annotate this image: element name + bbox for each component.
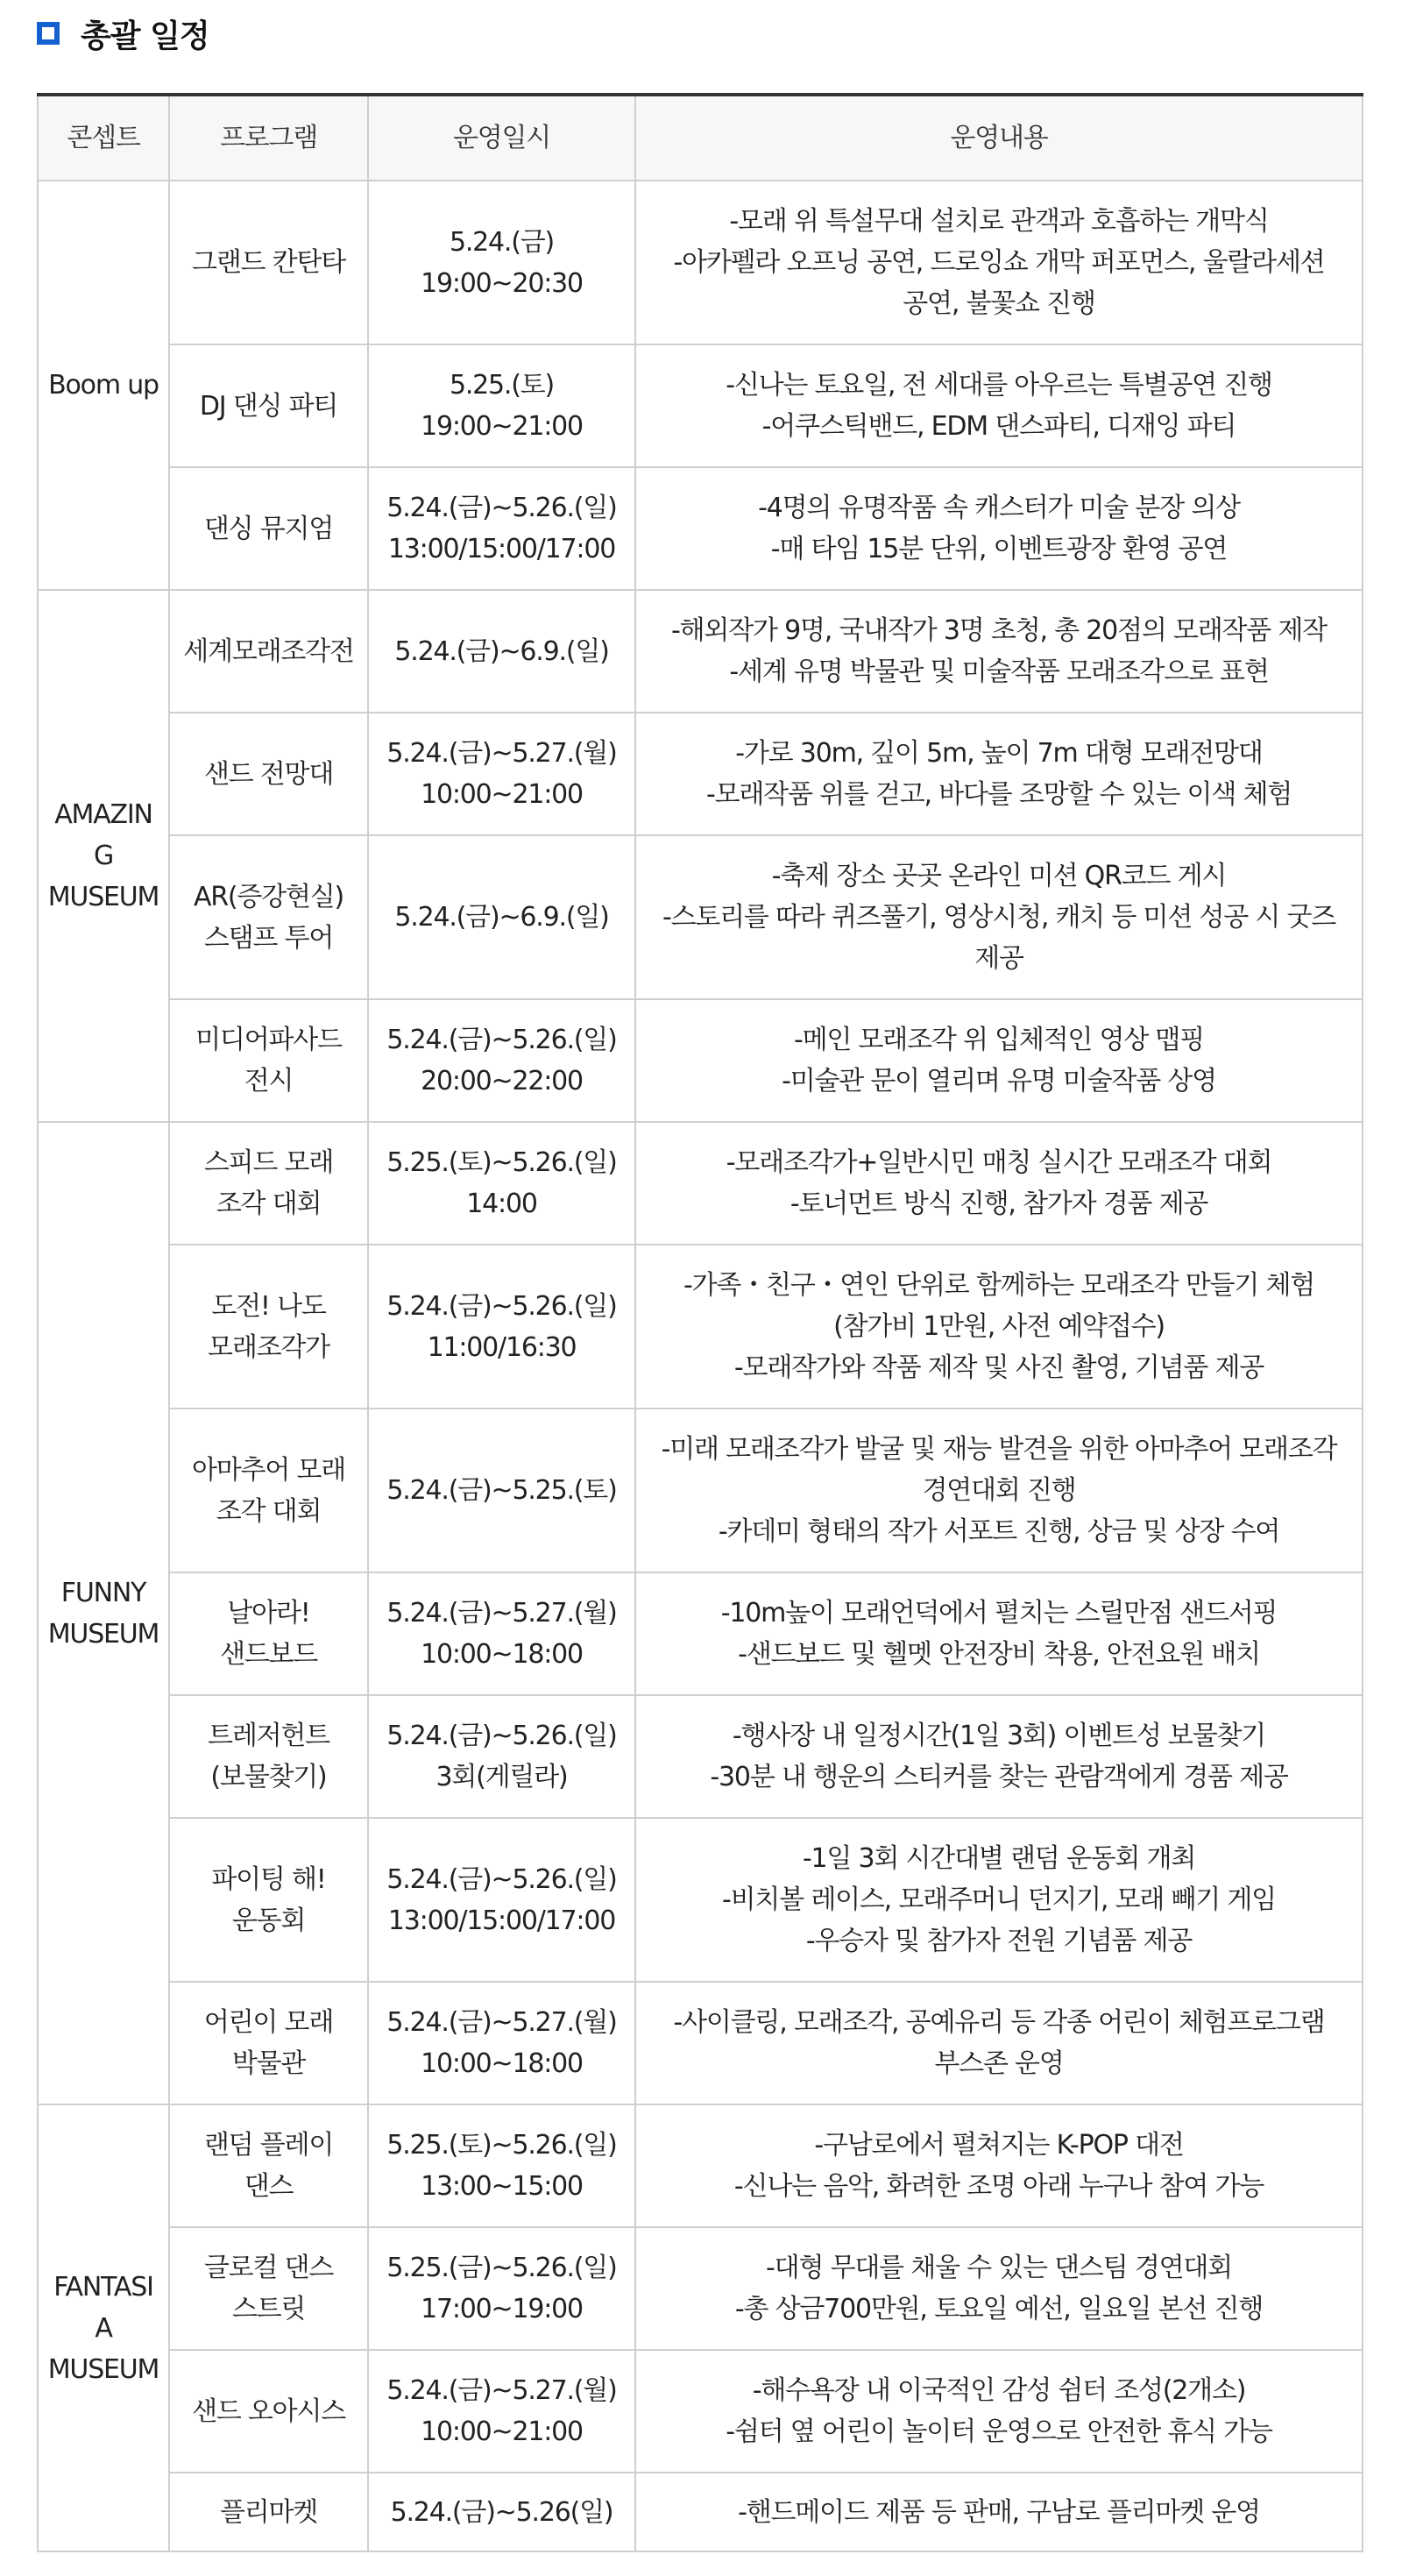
datetime-line: 5.24.(금)~5.26.(일) [386,1290,617,1322]
content-line: -세계 유명 박물관 및 미술작품 모래조각으로 표현 [729,656,1269,687]
datetime-line: 5.24.(금)~5.26.(일) [386,493,617,523]
content-line: -모래작가와 작품 제작 및 사진 촬영, 기념품 제공 [733,1352,1264,1383]
schedule-table [37,93,1363,2552]
program-cell: AR(증강현실) 스탬프 투어 [169,835,368,999]
datetime-line: 10:00~18:00 [421,1639,583,1670]
program-cell: 날아라! 샌드보드 [169,1572,368,1695]
datetime-cell [368,2473,635,2551]
table-header-row [38,95,1363,181]
datetime-cell [368,181,635,344]
datetime-line: 5.24.(금)~5.26.(일) [386,1863,617,1895]
header-content: 운영내용 [635,95,1363,181]
program-cell: 샌드 오아시스 [169,2350,368,2473]
table-row [38,999,1363,1122]
table-row [38,590,1363,713]
table-row [38,1409,1363,1572]
content-line: -우승자 및 참가자 전원 기념품 제공 [805,1926,1193,1956]
content-cell [635,2350,1363,2473]
program-cell: 미디어파사드 전시 [169,999,368,1122]
datetime-cell [368,2350,635,2473]
header-datetime: 운영일시 [368,95,635,181]
program-cell: 글로컬 댄스 스트릿 [169,2227,368,2350]
content-line: -카데미 형태의 작가 서포트 진행, 상금 및 상장 수여 [718,1516,1280,1547]
datetime-cell [368,2104,635,2227]
datetime-line: 5.25.(토)~5.26.(일) [386,2130,617,2161]
datetime-line: 5.24.(금)~5.27.(월) [386,738,617,769]
program-cell: 댄싱 뮤지엄 [169,467,368,590]
content-line: -매 타임 15분 단위, 이벤트광장 환영 공연 [770,534,1228,564]
content-cell [635,1818,1363,1982]
content-line: -비치볼 레이스, 모래주머니 던지기, 모래 빼기 게임 [722,1884,1276,1915]
content-line: -신나는 토요일, 전 세대를 아우르는 특별공연 진행 [726,370,1272,401]
table-row [38,344,1363,467]
content-line: -핸드메이드 제품 등 판매, 구남로 플리마켓 운영 [738,2496,1260,2528]
datetime-cell [368,344,635,467]
schedule-body [38,181,1363,2551]
program-cell: 그랜드 칸탄타 [169,181,368,344]
program-cell: 트레저헌트(보물찾기) [169,1695,368,1818]
section-title: 총괄 일정 [81,18,209,54]
datetime-cell [368,713,635,835]
content-line: -해수욕장 내 이국적인 감성 쉼터 조성(2개소) [752,2375,1246,2406]
table-row [38,2473,1363,2551]
content-cell [635,2104,1363,2227]
content-line: -1일 3회 시간대별 랜덤 운동회 개최 [802,1843,1196,1874]
table-row [38,2104,1363,2227]
concept-cell: Boom up [38,181,169,590]
datetime-line: 13:00/15:00/17:00 [387,1905,616,1936]
datetime-line: 14:00 [466,1189,537,1219]
content-line: -미래 모래조각가 발굴 및 재능 발견을 위한 아마추어 모래조각 경연대회 진행 [661,1434,1337,1506]
table-row [38,1818,1363,1982]
datetime-cell [368,835,635,999]
datetime-line: 10:00~18:00 [421,2048,583,2079]
program-cell: 도전! 나도 모래조각가 [169,1245,368,1409]
content-line: -스토리를 따라 퀴즈풀기, 영상시청, 캐치 등 미션 성공 시 굿즈 제공 [662,902,1336,974]
datetime-cell [368,2227,635,2350]
program-cell: 파이팅 해!운동회 [169,1818,368,1982]
datetime-cell [368,1122,635,1245]
content-cell [635,181,1363,344]
datetime-line: 11:00/16:30 [427,1331,577,1363]
table-row [38,713,1363,835]
content-cell [635,1572,1363,1695]
content-line: -총 상금700만원, 토요일 예선, 일요일 본선 진행 [734,2294,1264,2324]
datetime-cell [368,1818,635,1982]
table-row [38,2350,1363,2473]
datetime-cell [368,1695,635,1818]
program-cell: 플리마켓 [169,2473,368,2551]
datetime-line: 13:00/15:00/17:00 [387,534,616,564]
content-line: -신나는 음악, 화려한 조명 아래 누구나 참여 가능 [733,2171,1264,2202]
datetime-line: 5.24.(금) [449,226,555,258]
datetime-line: 5.24.(금)~5.26.(일) [386,1721,617,1751]
datetime-cell [368,1409,635,1572]
program-cell: DJ 댄싱 파티 [169,344,368,467]
content-line: -토너먼트 방식 진행, 참가자 경품 제공 [790,1189,1208,1219]
datetime-line: 19:00~21:00 [421,411,583,442]
table-row [38,1245,1363,1409]
datetime-cell [368,1572,635,1695]
content-line: -구남로에서 펼쳐지는 K-POP 대전 [814,2130,1184,2161]
content-line: -대형 무대를 채울 수 있는 댄스팀 경연대회 [766,2253,1232,2283]
datetime-cell [368,590,635,713]
table-row [38,1572,1363,1695]
content-line: -어쿠스틱밴드, EDM 댄스파티, 디재잉 파티 [761,411,1236,442]
content-line: -가족・친구・연인 단위로 함께하는 모래조각 만들기 체험(참가비 1만원, 사전 예약접수) [683,1270,1315,1342]
content-line: -가로 30m, 깊이 5m, 높이 7m 대형 모래전망대 [735,738,1263,769]
datetime-cell [368,1982,635,2104]
content-cell [635,1122,1363,1245]
table-row [38,1122,1363,1245]
datetime-cell [368,1245,635,1409]
content-line: -쉼터 옆 어린이 놀이터 운영으로 안전한 휴식 가능 [726,2416,1272,2447]
datetime-line: 5.24.(금)~5.27.(월) [386,1598,617,1629]
datetime-cell [368,999,635,1122]
section-heading [37,9,209,58]
concept-cell: FUNNY MUSEUM [38,1122,169,2104]
content-cell [635,590,1363,713]
content-cell [635,835,1363,999]
program-cell: 랜덤 플레이 댄스 [169,2104,368,2227]
content-cell [635,1982,1363,2104]
datetime-line: 5.24.(금)~5.27.(월) [386,2007,617,2038]
datetime-line: 3회(게릴라) [435,1762,568,1792]
content-cell [635,1695,1363,1818]
header-concept: 콘셉트 [38,95,169,181]
datetime-line: 20:00~22:00 [421,1066,583,1096]
datetime-line: 5.25.(토) [449,370,555,401]
datetime-line: 5.24.(금)~5.25.(토) [386,1475,617,1506]
datetime-line: 19:00~20:30 [421,267,583,299]
datetime-line: 5.25.(금)~5.26.(일) [386,2253,617,2283]
header-program: 프로그램 [169,95,368,181]
content-line: -10m높이 모래언덕에서 펼치는 스릴만점 샌드서핑 [720,1598,1278,1629]
datetime-line: 5.25.(토)~5.26.(일) [386,1147,617,1178]
datetime-line: 10:00~21:00 [421,779,583,810]
content-cell [635,344,1363,467]
datetime-line: 10:00~21:00 [421,2416,583,2447]
content-line: -모래조각가+일반시민 매칭 실시간 모래조각 대회 [726,1147,1272,1178]
content-cell [635,1409,1363,1572]
datetime-cell [368,467,635,590]
content-line: -모래작품 위를 걷고, 바다를 조망할 수 있는 이색 체험 [705,779,1292,810]
content-cell [635,2227,1363,2350]
content-line: -30분 내 행운의 스티커를 찾는 관람객에게 경품 제공 [710,1762,1288,1792]
content-line: -아카펠라 오프닝 공연, 드로잉쇼 개막 퍼포먼스, 울랄라세션 공연, 불꽃쇼 진행 [673,247,1325,319]
content-line: -샌드보드 및 헬멧 안전장비 착용, 안전요원 배치 [738,1639,1260,1670]
table-row [38,181,1363,344]
content-line: -메인 모래조각 위 입체적인 영상 맵핑 [793,1025,1204,1055]
content-line: -해외작가 9명, 국내작가 3명 초청, 총 20점의 모래작품 제작 [671,615,1327,646]
content-cell [635,467,1363,590]
content-line: -4명의 유명작품 속 캐스터가 미술 분장 의상 [758,493,1240,523]
program-cell: 어린이 모래 박물관 [169,1982,368,2104]
concept-cell: AMAZING MUSEUM [38,590,169,1122]
square-bullet-icon [37,22,60,45]
table-row [38,835,1363,999]
content-cell [635,1245,1363,1409]
program-cell: 아마추어 모래 조각 대회 [169,1409,368,1572]
datetime-line: 5.24.(금)~5.26.(일) [386,1025,617,1055]
datetime-line: 13:00~15:00 [421,2171,583,2202]
program-cell: 샌드 전망대 [169,713,368,835]
datetime-line: 17:00~19:00 [421,2294,583,2324]
program-cell: 스피드 모래 조각 대회 [169,1122,368,1245]
datetime-line: 5.24.(금)~5.27.(월) [386,2375,617,2406]
table-row [38,2227,1363,2350]
content-cell [635,2473,1363,2551]
content-line: -행사장 내 일정시간(1일 3회) 이벤트성 보물찾기 [732,1721,1266,1751]
table-row [38,1982,1363,2104]
content-line: -사이클링, 모래조각, 공예유리 등 각종 어린이 체험프로그램 부스존 운영 [673,2007,1325,2079]
content-line: -축제 장소 곳곳 온라인 미션 QR코드 게시 [771,861,1227,891]
concept-cell: FANTASIA MUSEUM [38,2104,169,2551]
program-cell: 세계모래조각전 [169,590,368,713]
content-line: -모래 위 특설무대 설치로 관객과 호흡하는 개막식 [729,206,1269,237]
content-cell [635,999,1363,1122]
content-cell [635,713,1363,835]
datetime-line: 5.24.(금)~6.9.(일) [394,635,609,667]
table-row [38,1695,1363,1818]
datetime-line: 5.24.(금)~6.9.(일) [394,902,609,933]
datetime-line: 5.24.(금)~5.26(일) [390,2496,613,2528]
content-line: -미술관 문이 열리며 유명 미술작품 상영 [782,1066,1216,1096]
table-row [38,467,1363,590]
